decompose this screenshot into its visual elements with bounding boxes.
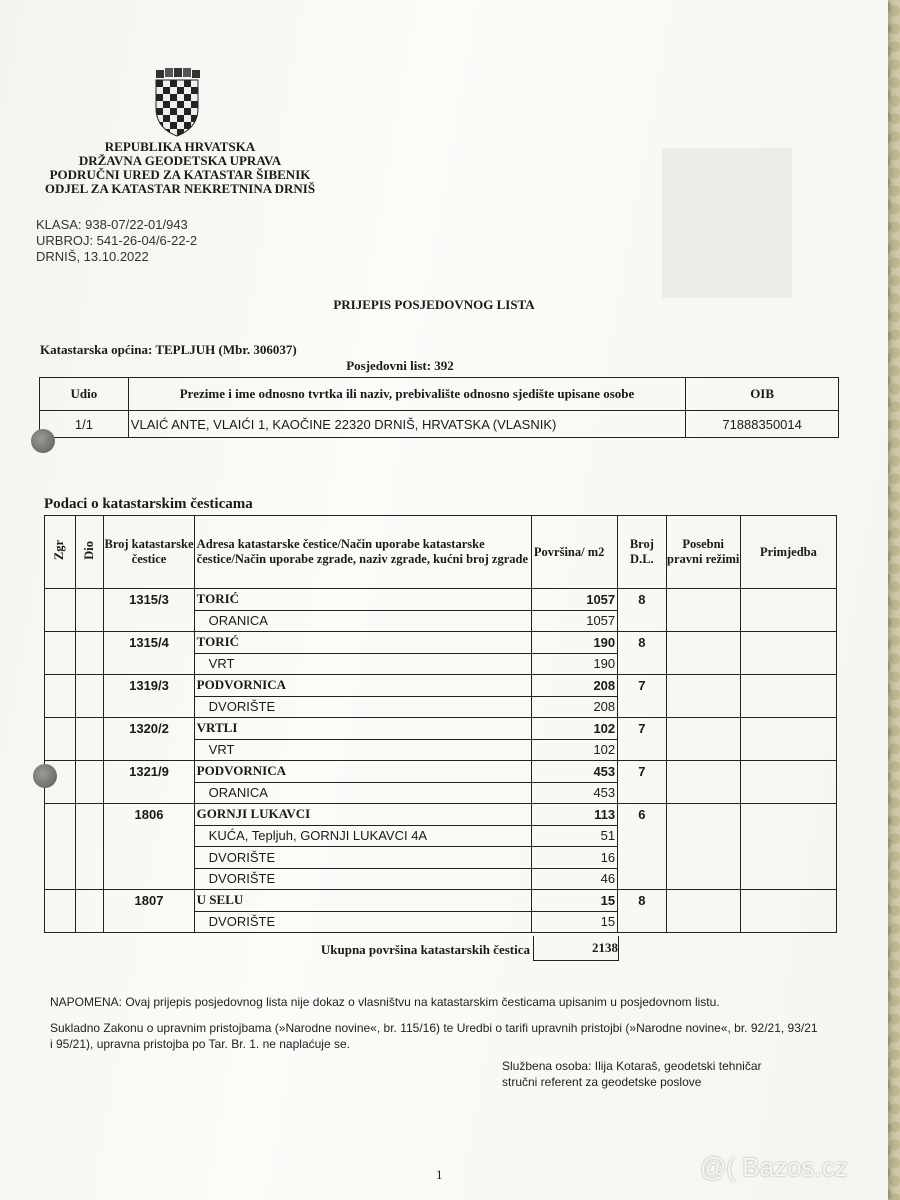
cell-dio xyxy=(75,804,104,890)
parcel-use: ORANICA xyxy=(194,782,531,804)
cell-zgr xyxy=(45,675,76,718)
col-oib: OIB xyxy=(686,378,839,411)
parcel-address: GORNJI LUKAVCI xyxy=(194,804,531,826)
parcel-number: 1315/3 xyxy=(104,589,194,632)
napomena-note: NAPOMENA: Ovaj prijepis posjedovnog lista nije dokaz o vlasništvu na katastarskim česticama upisanim u posjedovnom listu. xyxy=(50,995,720,1009)
cadastral-municipality: Katastarska općina: TEPLJUH (Mbr. 306037) xyxy=(40,342,297,357)
parcel-number: 1321/9 xyxy=(104,761,194,804)
header-line: PODRUČNI URED ZA KATASTAR ŠIBENIK xyxy=(49,167,311,182)
cell-regimes xyxy=(666,589,740,632)
cell-dio xyxy=(75,589,104,632)
header-line: REPUBLIKA HRVATSKA xyxy=(104,139,256,154)
official-person xyxy=(502,1058,842,1090)
cell-dio xyxy=(75,632,104,675)
owners-header-row xyxy=(40,378,839,411)
col-regimes: Posebni pravni režimi xyxy=(666,516,740,589)
parcel-use: ORANICA xyxy=(194,610,531,632)
owner-name: VLAIĆ ANTE, VLAIĆI 1, KAOČINE 22320 DRNIŠ, HRVATSKA (VLASNIK) xyxy=(128,411,685,438)
cell-zgr xyxy=(45,632,76,675)
croatian-coat-of-arms-icon xyxy=(150,68,204,138)
parcel-use-area: 453 xyxy=(531,782,617,804)
table-row xyxy=(45,718,837,740)
parcel-use: DVORIŠTE xyxy=(194,868,531,890)
parcel-dl: 7 xyxy=(618,761,666,804)
table-row xyxy=(45,890,837,912)
parcel-use: DVORIŠTE xyxy=(194,847,531,869)
page-number: 1 xyxy=(436,1167,443,1182)
parcel-area: 113 xyxy=(531,804,617,826)
cell-zgr xyxy=(45,589,76,632)
parcel-address: TORIĆ xyxy=(194,589,531,611)
total-area-label: Ukupna površina katastarskih čestica xyxy=(320,942,530,957)
parcel-area: 208 xyxy=(531,675,617,697)
faded-stamp xyxy=(662,148,792,298)
watermark: @( Bazos.cz xyxy=(700,1152,848,1182)
col-note: Primjedba xyxy=(740,516,836,589)
cell-dio xyxy=(75,890,104,933)
col-address: Adresa katastarske čestice/Način uporabe katastarske čestice/Način uporabe zgrade, naziv zgrade, kućni broj zgrade xyxy=(194,516,531,589)
parcels-body xyxy=(45,589,837,933)
place-date: DRNIŠ, 13.10.2022 xyxy=(36,249,149,264)
parcel-dl: 7 xyxy=(618,718,666,761)
table-row xyxy=(45,632,837,654)
document-title: PRIJEPIS POSJEDOVNOG LISTA xyxy=(333,297,535,312)
table-row xyxy=(40,411,839,438)
parcel-address: PODVORNICA xyxy=(194,761,531,783)
cell-regimes xyxy=(666,890,740,933)
cell-dio xyxy=(75,718,104,761)
parcel-dl: 7 xyxy=(618,675,666,718)
parcels-table xyxy=(44,515,837,933)
parcel-use: DVORIŠTE xyxy=(194,911,531,933)
parcels-section-title: Podaci o katastarskim česticama xyxy=(44,496,253,512)
owner-oib: 71888350014 xyxy=(686,411,839,438)
officer-title: stručni referent za geodetske poslove xyxy=(502,1075,702,1089)
parcel-dl: 6 xyxy=(618,804,666,890)
parcel-dl: 8 xyxy=(618,890,666,933)
table-row xyxy=(45,804,837,826)
possession-sheet-number: Posjedovni list: 392 xyxy=(346,358,454,373)
parcel-area: 453 xyxy=(531,761,617,783)
parcel-use-area: 16 xyxy=(531,847,617,869)
owner-share: 1/1 xyxy=(40,411,129,438)
klasa: KLASA: 938-07/22-01/943 xyxy=(36,217,188,232)
header-line: DRŽAVNA GEODETSKA UPRAVA xyxy=(78,153,282,168)
cell-note xyxy=(740,761,836,804)
cell-note xyxy=(740,589,836,632)
cell-note xyxy=(740,890,836,933)
parcel-use-area: 46 xyxy=(531,868,617,890)
col-share: Udio xyxy=(40,378,129,411)
urbroj: URBROJ: 541-26-04/6-22-2 xyxy=(36,233,198,248)
parcel-address: PODVORNICA xyxy=(194,675,531,697)
col-parcel-number: Broj katastarske čestice xyxy=(104,516,194,589)
parcel-address: TORIĆ xyxy=(194,632,531,654)
col-dl: Broj D.L. xyxy=(618,516,666,589)
table-row xyxy=(45,675,837,697)
parcel-use-area: 102 xyxy=(531,739,617,761)
col-area: Površina/ m2 xyxy=(531,516,617,589)
table-row xyxy=(45,589,837,611)
parcels-header-row xyxy=(45,516,837,589)
cell-note xyxy=(740,718,836,761)
parcel-use: DVORIŠTE xyxy=(194,696,531,718)
parcel-area: 190 xyxy=(531,632,617,654)
parcel-use: VRT xyxy=(194,739,531,761)
officer-name: Službena osoba: Ilija Kotaraš, geodetski tehničar xyxy=(502,1059,762,1073)
cell-note xyxy=(740,804,836,890)
cell-note xyxy=(740,675,836,718)
cell-regimes xyxy=(666,675,740,718)
table-row xyxy=(45,761,837,783)
parcel-use: VRT xyxy=(194,653,531,675)
parcel-number: 1319/3 xyxy=(104,675,194,718)
cell-zgr xyxy=(45,718,76,761)
cell-zgr xyxy=(45,804,76,890)
parcel-address: U SELU xyxy=(194,890,531,912)
cell-zgr xyxy=(45,890,76,933)
parcel-use-area: 208 xyxy=(531,696,617,718)
owners-table xyxy=(39,377,839,438)
parcel-number: 1315/4 xyxy=(104,632,194,675)
parcel-area: 15 xyxy=(531,890,617,912)
parcel-address: VRTLI xyxy=(194,718,531,740)
parcel-number: 1807 xyxy=(104,890,194,933)
parcel-area: 102 xyxy=(531,718,617,740)
punch-hole xyxy=(33,764,57,788)
parcel-use-area: 51 xyxy=(531,825,617,847)
parcel-dl: 8 xyxy=(618,589,666,632)
cell-note xyxy=(740,632,836,675)
header-line: ODJEL ZA KATASTAR NEKRETNINA DRNIŠ xyxy=(44,181,316,196)
col-dio: Dio xyxy=(75,516,104,589)
parcel-use: KUĆA, Tepljuh, GORNJI LUKAVCI 4A xyxy=(194,825,531,847)
col-owner: Prezime i ime odnosno tvrtka ili naziv, prebivalište odnosno sjedište upisane osobe xyxy=(128,378,685,411)
punch-hole xyxy=(31,429,55,453)
issuing-authority xyxy=(30,140,330,196)
cell-dio xyxy=(75,675,104,718)
parcel-dl: 8 xyxy=(618,632,666,675)
fee-note: Sukladno Zakonu o upravnim pristojbama (»Narodne novine«, br. 115/16) te Uredbi o tarifi upravnih pristojbi (»Narodne novine«, br. 92/21, 93/21 i 95/21), upravna pristojba po Tar. Br. 1. ne naplaćuje se. xyxy=(50,1021,818,1051)
total-area-value: 2138 xyxy=(533,936,619,961)
parcel-use-area: 1057 xyxy=(531,610,617,632)
document-meta xyxy=(36,217,197,265)
cell-regimes xyxy=(666,718,740,761)
col-zgr: Zgr xyxy=(45,516,76,589)
cell-dio xyxy=(75,761,104,804)
parcel-use-area: 190 xyxy=(531,653,617,675)
cell-regimes xyxy=(666,761,740,804)
parcel-number: 1320/2 xyxy=(104,718,194,761)
cell-regimes xyxy=(666,632,740,675)
parcel-use-area: 15 xyxy=(531,911,617,933)
cell-regimes xyxy=(666,804,740,890)
parcel-area: 1057 xyxy=(531,589,617,611)
parcel-number: 1806 xyxy=(104,804,194,890)
